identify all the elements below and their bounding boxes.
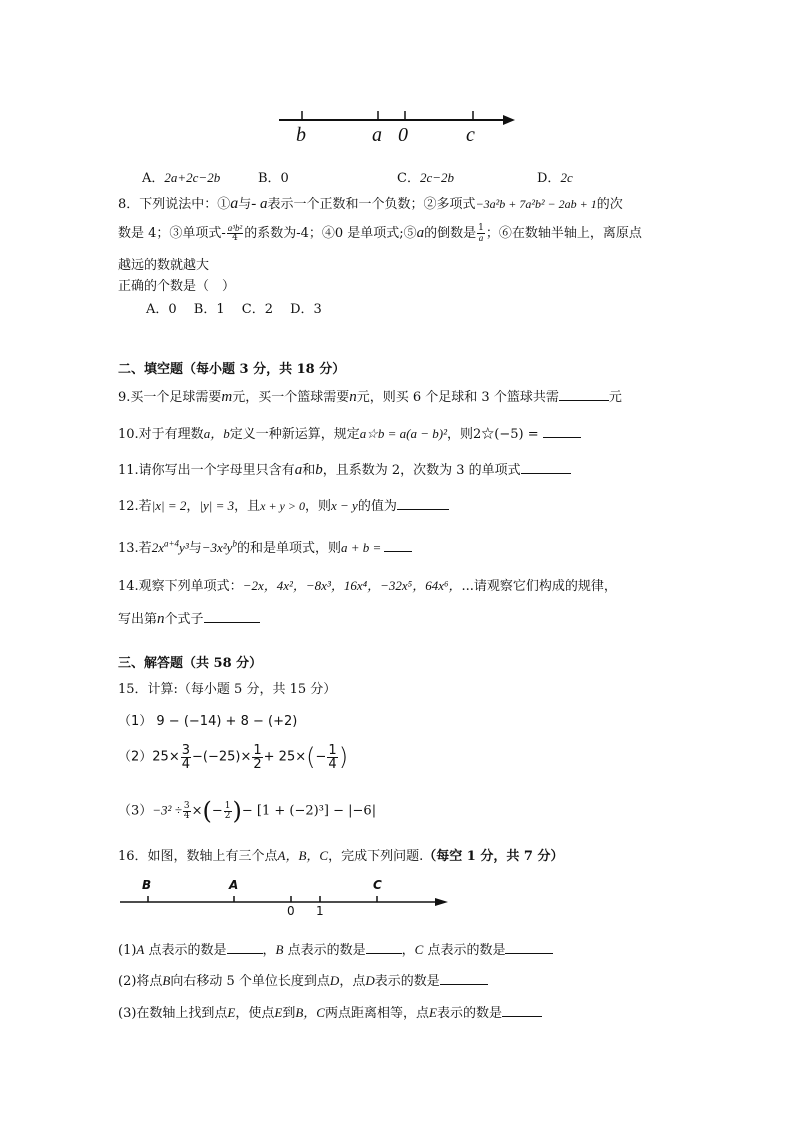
q13: 13.若$2x^{a+4}y^3$与$-3x^2y^b$的和是单项式，则a + b =: [118, 537, 412, 556]
q8-line3: 越远的数就越大: [118, 258, 210, 273]
numline1-0: 0: [398, 124, 408, 146]
q8-line1: 8．下列说法中：①a与- a表示一个正数和一个负数；②多项式−3a²b + 7a²b² − 2ab + 1的次: [118, 195, 623, 212]
numline1-a: a: [372, 124, 382, 146]
q16-sub3: (3)在数轴上找到点E，使点E到B，C两点距离相等，点E表示的数是: [118, 1002, 542, 1021]
q9-blank[interactable]: [559, 388, 609, 401]
q16-blank-d[interactable]: [440, 972, 488, 985]
q7-options: A．2a+2c−2b: [142, 170, 221, 186]
q11-blank[interactable]: [521, 461, 571, 474]
q8-line4: 正确的个数是（ ）: [118, 279, 236, 294]
q7-option-c: C．2c−2b: [397, 170, 454, 186]
q10: 10.对于有理数a，b定义一种新运算，规定a☆b = a(a − b)²，则2☆(−5) =: [118, 423, 581, 442]
q7-option-b: B．0: [258, 171, 289, 186]
q16-blank-b[interactable]: [366, 941, 402, 954]
q14-line1: 14.观察下列单项式：−2x，4x²，−8x³，16x⁴，−32x⁵，64x⁶，...请观察它们构成的规律，: [118, 578, 617, 594]
numline2-B: B: [142, 878, 152, 892]
numline1-b: b: [296, 124, 306, 146]
number-line-2: [115, 890, 455, 920]
q16-sub1: (1)A 点表示的数是 ，B 点表示的数是 ，C 点表示的数是: [118, 939, 553, 958]
q13-blank[interactable]: [384, 539, 412, 552]
q15-part3: （3）−3² ÷ $\frac{3}{4}$ ×(− $\frac{1}{2}$ )− [1 + (−2)³] − |−6|: [118, 797, 377, 825]
q14-blank[interactable]: [204, 610, 260, 623]
section-2-title: 二、填空题（每小题 3 分，共 18 分）: [118, 362, 346, 377]
q8-options: A．0 B．1 C．2 D．3: [146, 302, 322, 317]
numline2-C: C: [373, 878, 382, 892]
numline2-1: 1: [316, 904, 324, 918]
section-3-title: 三、解答题（共 58 分）: [118, 656, 263, 671]
q7-option-d: D．2c: [537, 170, 573, 186]
q16-blank-c[interactable]: [505, 941, 553, 954]
q10-blank[interactable]: [543, 425, 581, 438]
q9: 9.买一个足球需要m元，买一个篮球需要n元，则买 6 个足球和 3 个篮球共需 元: [118, 389, 622, 405]
numline1-c: c: [466, 124, 475, 146]
q16-blank-a[interactable]: [227, 941, 263, 954]
q16-sub2: (2)将点B向右移动 5 个单位长度到点D，点D表示的数是: [118, 970, 488, 989]
q16-blank-e[interactable]: [502, 1004, 542, 1017]
q15-part2: （2）25× $\frac{3}{4}$ −(−25)× $\frac{1}{2}$ + 25×(− $\frac{1}{4}$ ): [118, 742, 349, 772]
q11: 11.请你写出一个字母里只含有a和b，且系数为 2，次数为 3 的单项式: [118, 459, 571, 479]
numline2-0: 0: [287, 904, 295, 918]
q12: 12.若|x| = 2，|y| = 3，且x + y > 0，则x − y的值为: [118, 495, 449, 514]
q15-part1: （1） 9 − (−14) + 8 − (+2): [118, 714, 298, 729]
q12-blank[interactable]: [397, 497, 449, 510]
q16-title: 16．如图，数轴上有三个点A，B，C，完成下列问题.（每空 1 分，共 7 分）: [118, 848, 564, 864]
q14-line2: 写出第n个式子: [118, 608, 260, 628]
q15-title: 15．计算:（每小题 5 分，共 15 分）: [118, 682, 337, 697]
q8-line2: 数是 4；③单项式- $\frac{\text{a³b²}}{4}$ 的系数为-4；④0 是单项式;⑤a的倒数是 $\frac{1}{a}$ ；⑥在数轴半轴上，离原点: [118, 223, 642, 243]
numline2-A: A: [229, 878, 239, 892]
